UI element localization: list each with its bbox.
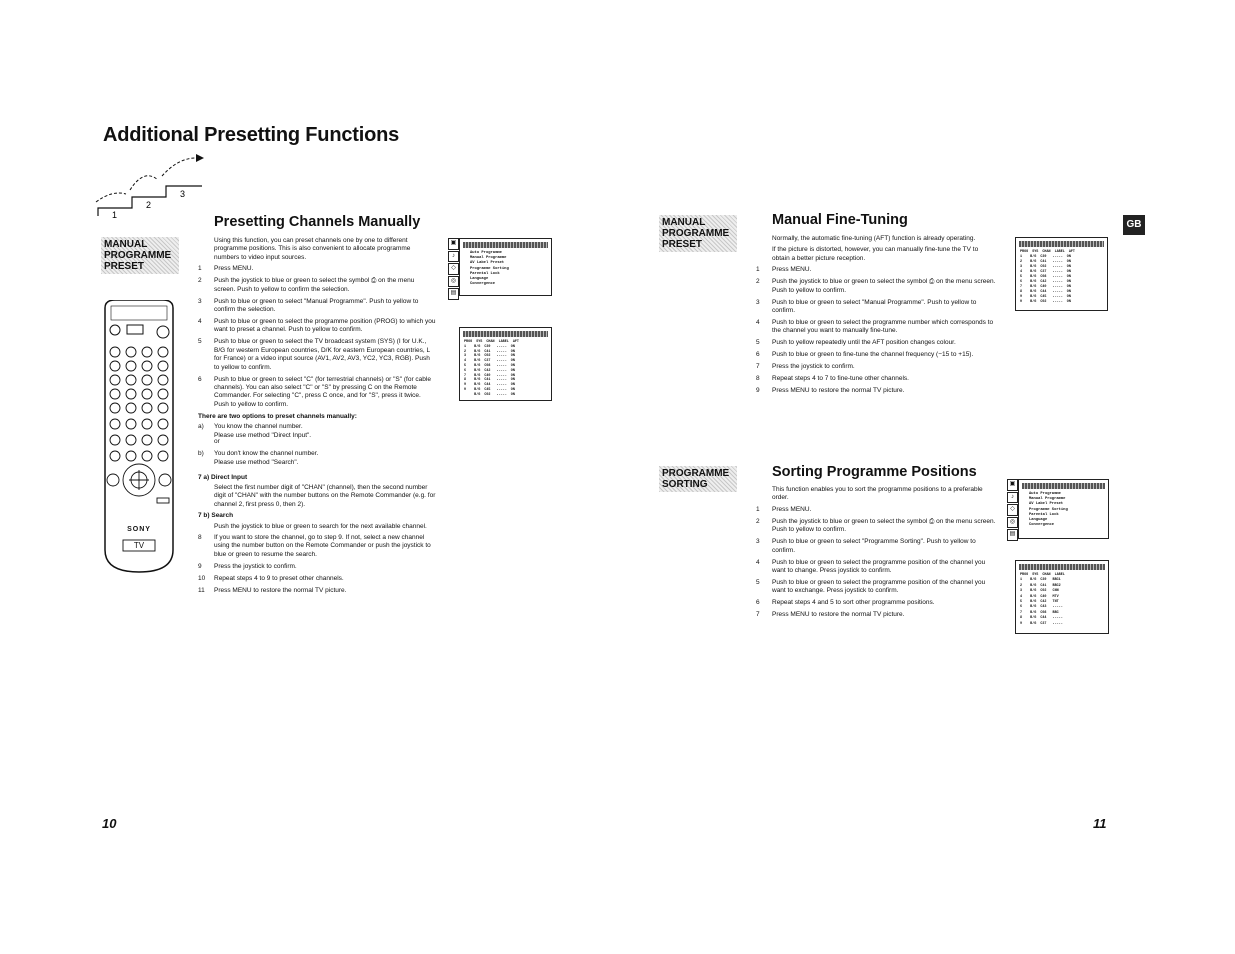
fine-intro-1: Normally, the automatic fine-tuning (AFT) function is already operating. [772, 235, 976, 242]
search-heading: 7 b) Search [198, 512, 234, 520]
menu-title-bar [463, 331, 548, 337]
step-item [198, 338, 436, 372]
step-item [756, 611, 996, 619]
step-item [198, 298, 436, 315]
step-text: Repeat steps 4 to 9 to preset other channels. [214, 574, 344, 582]
menu-row: PROG SYS CHAN LABEL AFT [1020, 250, 1075, 254]
step-item [756, 278, 996, 295]
programme-sorting-tag [659, 466, 737, 492]
tv-icon: ▣ [448, 238, 459, 250]
step-text: You know the channel number. [214, 423, 303, 431]
step-item [198, 575, 436, 583]
step-number: 2 [756, 278, 760, 286]
menu-row: Convergence [470, 282, 496, 287]
step-item [198, 423, 436, 431]
tag-line: MANUAL [104, 239, 148, 250]
menu-row: 9 B/G C37 ----- [1020, 621, 1063, 626]
step-number: 3 [756, 538, 760, 546]
page-title: Additional Presetting Functions [103, 124, 400, 146]
step-item [198, 534, 436, 559]
step-text: Push to blue or green to select "C" (for terrestrial channels) or "S" (for cable channels). You can also select "C" or "S" by pressing C on the Remote Commander. For selecting "C", press C once, and for "S", press it twice. Push to yellow to confirm. [214, 375, 431, 408]
menu-row: AV Label Preset [470, 261, 505, 266]
menu-row: 6 B/G C42 ----- ON [464, 368, 515, 373]
step-number: 7 [756, 611, 760, 619]
lock-icon: ▤ [448, 288, 459, 300]
arrows-icon: ◇ [1007, 504, 1018, 516]
tag-line: PRESET [662, 239, 703, 250]
menu-row: Language [1029, 518, 1048, 523]
step-item [756, 266, 996, 274]
menu-row: 3 B/G C02 ----- ON [464, 354, 515, 359]
step-extra-text: or [214, 437, 220, 445]
sorting-body [756, 486, 996, 623]
sorting-steps [756, 506, 996, 620]
step-text: Press the joystick to confirm. [214, 562, 297, 570]
menu-row: 4 B/G C37 ----- ON [464, 359, 515, 364]
step-text: You don't know the channel number. [214, 450, 319, 458]
step-text: Press the joystick to confirm. [772, 363, 855, 371]
stair-label-2: 2 [146, 200, 152, 210]
step-number: 2 [198, 277, 202, 285]
tag-line: SORTING [662, 479, 708, 490]
step-text: Push to blue or green to select the programme number which corresponds to the channel you want to manually fine-tune. [772, 319, 994, 335]
menu-icon-column [1007, 479, 1018, 542]
tv-icon: ▣ [1007, 479, 1018, 491]
step-item [756, 518, 996, 535]
menu-rows [1019, 492, 1108, 532]
page-number-left: 10 [102, 816, 117, 831]
fine-tuning-steps [756, 266, 996, 396]
menu-row: 9 B/G C44 ----- ON [464, 383, 515, 388]
fine-tuning-screen [1015, 237, 1108, 311]
step-item [756, 339, 996, 347]
step-text: Press MENU to restore the normal TV picture. [214, 586, 347, 594]
remote-tv-label: TV [133, 541, 145, 550]
clock-icon: ◎ [1007, 517, 1018, 529]
menu-row: PROG SYS CHAN LABEL [1020, 573, 1065, 577]
menu-row: 2 B/G C41 BBC2 [1020, 583, 1061, 588]
step-number: 8 [198, 533, 202, 541]
step-text: Push to blue or green to select "Manual Programme". Push to yellow to confirm the selection. [214, 297, 419, 314]
menu-row: 9 B/G C45 ----- ON [1020, 295, 1071, 299]
step-number: 6 [198, 375, 202, 383]
menu-row: 5 B/G C42 TNT [1020, 600, 1059, 605]
remote-commander-illustration [101, 300, 177, 575]
step-text: Press MENU to restore the normal TV picture. [772, 611, 905, 619]
step-extra-text: Please use method "Direct Input". [214, 432, 312, 440]
step-item [756, 599, 996, 607]
step-text: Push to blue or green to select "Manual Programme". Push to yellow to confirm. [772, 298, 977, 315]
step-number: 6 [756, 599, 760, 607]
menu-table [1016, 250, 1107, 309]
step-item [756, 299, 996, 316]
menu-title-bar [1022, 483, 1105, 489]
step-number: b) [198, 450, 204, 458]
step-number: 1 [198, 265, 202, 273]
step-number: 3 [198, 297, 202, 305]
step-text: Push to blue or green to select the TV broadcast system (SYS) (I for U.K., B/G for western European countries, D/K for eastern European countries, L for France) or a video input source (AV1, AV2, AV3, YC2, YC3, RGB). Push to yellow to confirm. [214, 338, 430, 371]
step-number: a) [198, 423, 204, 431]
menu-row: 3 B/G C02 CNN [1020, 589, 1059, 594]
direct-input-text: Select the first number digit of "CHAN" (channel), then the second number digit of "CHAN" with the number buttons on the Remote Commander (e.g. for channel 2, first press 0, then 2). [214, 483, 436, 508]
step-text: Push the joystick to blue or green to select the symbol ⎙ on the menu screen. Push to yellow to confirm. [772, 278, 996, 294]
step-item [756, 506, 996, 514]
menu-title-bar [1019, 241, 1104, 247]
step-number: 10 [198, 574, 206, 582]
step-item [756, 579, 996, 596]
menu-row: Convergence [1029, 523, 1055, 528]
menu-title-bar [1019, 564, 1105, 570]
menu-row: PROG SYS CHAN LABEL AFT [464, 340, 519, 344]
step-item [756, 387, 996, 395]
menu-row: 4 B/G C37 ----- ON [1020, 270, 1071, 274]
tag-line: PROGRAMME [104, 250, 172, 261]
step-number: 11 [198, 586, 205, 594]
options-heading: There are two options to preset channels manually: [198, 412, 357, 420]
menu-row: 7 B/G C40 ----- ON [464, 373, 515, 378]
menu-row: Parental Lock [1029, 512, 1059, 517]
menu-rows [460, 251, 551, 291]
fine-intro-2: If the picture is distorted, however, you can manually fine-tune the TV to obtain a better picture reception. [772, 246, 979, 262]
menu-table [1016, 573, 1108, 631]
step-number: 8 [756, 375, 760, 383]
presetting-heading: Presetting Channels Manually [214, 214, 421, 230]
step-number: 5 [756, 339, 760, 347]
search-text: Push the joystick to blue or green to search for the next available channel. [214, 522, 427, 530]
step-extra-text: Please use method "Search". [214, 459, 299, 467]
main-menu-screen [450, 238, 552, 296]
step-item [756, 559, 996, 576]
step-item [198, 587, 436, 595]
menu-row: 5 B/G C08 ----- ON [464, 363, 515, 368]
menu-row: 8 B/G C41 ----- ON [464, 378, 515, 383]
step-number: 1 [756, 266, 760, 274]
step-text: Push to blue or green to fine-tune the channel frequency (−15 to +15). [772, 351, 974, 359]
menu-row: 1 B/G C39 ----- ON [1020, 255, 1071, 259]
step-number: 7 [756, 363, 760, 371]
step-text: Press MENU. [772, 505, 812, 513]
step-number: 9 [756, 387, 760, 395]
step-item [756, 319, 996, 336]
step-number: 3 [756, 298, 760, 306]
step-text: Push to yellow repeatedly until the AFT position changes colour. [772, 339, 956, 347]
step-text: Repeat steps 4 and 5 to sort other programme positions. [772, 599, 935, 607]
menu-row: 2 B/G C41 ----- ON [464, 349, 515, 354]
step-item [198, 563, 436, 571]
menu-row: 4 B/G C40 MTV [1020, 594, 1059, 599]
step-item [756, 375, 996, 383]
options-list [198, 423, 436, 471]
tag-line: PROGRAMME [662, 468, 730, 479]
menu-row: Programme Sorting [470, 266, 509, 271]
step-item [198, 318, 436, 335]
menu-row: 2 B/G C41 ----- ON [1020, 260, 1071, 264]
menu-row: 7 B/G C40 ----- ON [1020, 285, 1071, 289]
menu-row: Manual Programme [470, 256, 507, 261]
menu-row: Auto Programme [1029, 492, 1061, 496]
menu-row: 1 B/G C39 ----- ON [464, 344, 515, 349]
menu-row: AV Label Preset [1029, 502, 1064, 507]
step-number: 4 [198, 318, 202, 326]
menu-row: Auto Programme [470, 251, 502, 255]
menu-row: 3 B/G C02 ----- ON [1020, 265, 1071, 269]
menu-row: Manual Programme [1029, 497, 1066, 502]
menu-row: 7 B/G C08 BBC [1020, 610, 1059, 615]
presetting-body [198, 237, 436, 599]
step-item [198, 277, 436, 294]
tag-line: MANUAL [662, 217, 706, 228]
presetting-steps-end [198, 534, 436, 595]
step-number: 5 [198, 338, 202, 346]
stair-label-1: 1 [112, 210, 118, 220]
fine-tuning-body [756, 235, 996, 399]
step-text: Push to blue or green to select the programme position of the channel you want to change. Press joystick to confirm. [772, 558, 986, 575]
fine-tuning-heading: Manual Fine-Tuning [772, 212, 908, 228]
step-item [198, 265, 436, 273]
menu-row: Language [470, 277, 489, 282]
step-number: 4 [756, 319, 760, 327]
menu-row: 1 B/G C39 BBC1 [1020, 578, 1061, 583]
step-text: Press MENU to restore the normal TV picture. [772, 387, 905, 395]
step-text: Press MENU. [214, 265, 254, 273]
menu-row: 0 B/G C45 ----- ON [464, 387, 515, 392]
menu-row: Parental Lock [470, 271, 500, 276]
step-item [198, 376, 436, 410]
step-text: Press MENU. [772, 266, 812, 274]
menu-table [460, 340, 551, 402]
step-text: Push to blue or green to select the programme position of the channel you want to exchange. Press joystick to confirm. [772, 579, 986, 595]
manual-programme-preset-tag [101, 237, 179, 274]
step-text: Repeat steps 4 to 7 to fine-tune other channels. [772, 375, 909, 383]
step-text: If you want to store the channel, go to step 9. If not, select a new channel using the number button on the Remote Commander or push the joystick to blue or green to resume the search. [214, 533, 431, 558]
menu-row: 8 B/G C44 ----- ON [1020, 290, 1071, 294]
step-number: 6 [756, 351, 760, 359]
step-text: Push to blue or green to select the programme position (PROG) to which you want to preset a channel. Push to yellow to confirm. [214, 318, 436, 334]
manual-programme-screen [459, 327, 552, 401]
step-item [756, 363, 996, 371]
stair-label-3: 3 [180, 189, 186, 199]
presetting-steps [198, 265, 436, 409]
step-number: 9 [198, 562, 202, 570]
tag-line: PRESET [104, 261, 145, 272]
step-number: 2 [756, 517, 760, 525]
menu-row: 6 B/G C42 ----- ON [1020, 280, 1071, 284]
clock-icon: ◎ [448, 276, 459, 288]
music-icon: ♪ [448, 251, 459, 263]
step-text: Push to blue or green to select "Programme Sorting". Push to yellow to confirm. [772, 538, 976, 554]
step-number: 1 [756, 505, 760, 513]
menu-row: Programme Sorting [1029, 507, 1068, 512]
step-item [756, 351, 996, 359]
presetting-intro: Using this function, you can preset channels one by one to different programme positions. This is also convenient to allocate programme numbers to video input sources. [214, 237, 411, 261]
menu-icon-column [448, 238, 459, 301]
programme-sorting-screen [1015, 560, 1109, 634]
fine-tuning-tag [659, 215, 737, 252]
music-icon: ♪ [1007, 492, 1018, 504]
step-text: Push the joystick to blue or green to select the symbol ⎙ on the menu screen. Push to yellow to confirm the selection. [214, 277, 415, 293]
step-item [198, 450, 436, 458]
gb-language-badge: GB [1123, 215, 1145, 235]
step-number: 5 [756, 579, 760, 587]
menu-row: 0 B/G C02 ----- ON [1020, 300, 1071, 304]
step-text: Push the joystick to blue or green to select the symbol ⎙ on the menu screen. Push to yellow to confirm. [772, 517, 996, 534]
step-number: 4 [756, 558, 760, 566]
sorting-main-menu-screen [1009, 479, 1109, 539]
menu-title-bar [463, 242, 548, 248]
menu-row: 8 B/G C44 ----- [1020, 616, 1063, 621]
menu-row: 5 B/G C08 ----- ON [1020, 275, 1071, 279]
menu-row: B/G C02 ----- ON [464, 392, 515, 397]
remote-brand: SONY [127, 526, 151, 533]
arrows-icon: ◇ [448, 263, 459, 275]
step-item [756, 538, 996, 555]
menu-row: 6 B/G C43 ----- [1020, 605, 1063, 610]
tag-line: PROGRAMME [662, 228, 730, 239]
direct-input-heading: 7 a) Direct Input [198, 473, 248, 481]
sorting-intro: This function enables you to sort the programme positions to a preferable order. [772, 486, 983, 502]
staircase-illustration [92, 150, 212, 220]
page-number-right: 11 [1093, 816, 1107, 831]
lock-icon: ▤ [1007, 529, 1018, 541]
sorting-heading: Sorting Programme Positions [772, 464, 977, 480]
